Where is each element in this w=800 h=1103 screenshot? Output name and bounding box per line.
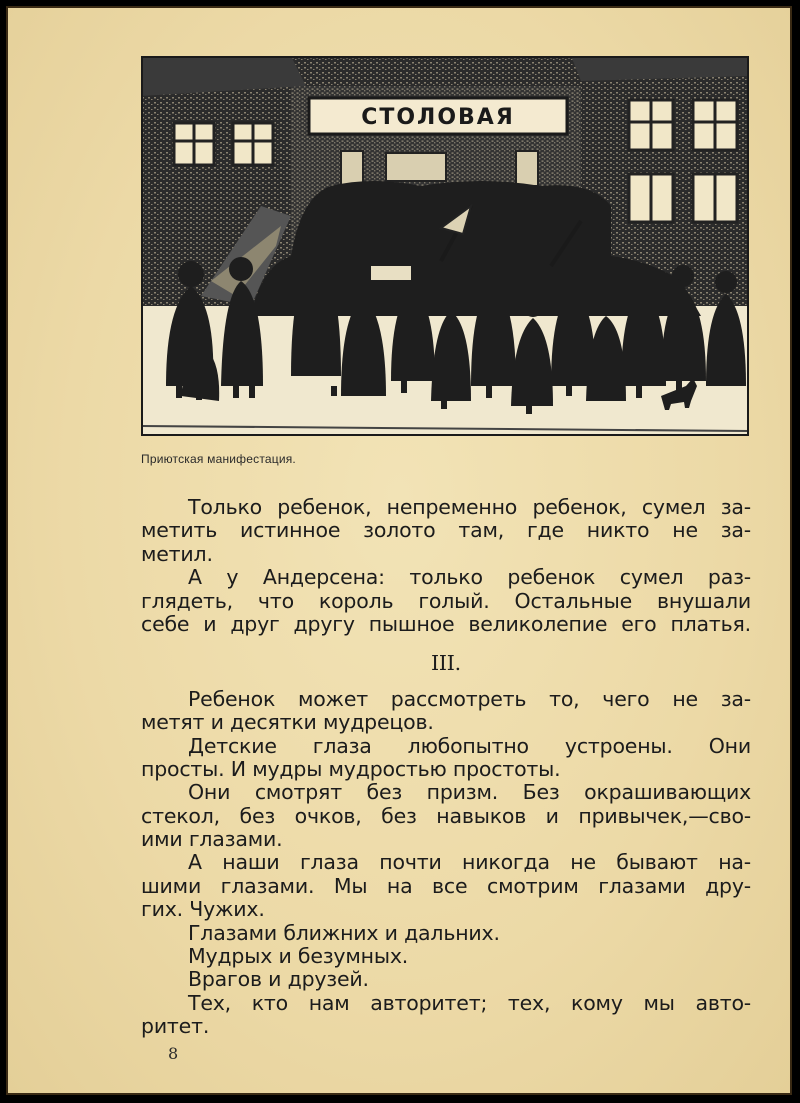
text-line: метят и десятки мудрецов. bbox=[141, 710, 434, 735]
text-line: просты. И мудры мудростью простоты. bbox=[141, 756, 561, 781]
paragraph-6 bbox=[141, 851, 751, 921]
paragraph-3 bbox=[141, 688, 751, 735]
canteen-crowd-image bbox=[141, 56, 749, 436]
canteen-sign: СТОЛОВАЯ bbox=[361, 105, 515, 130]
book-page bbox=[6, 6, 792, 1095]
text-line: гих. Чужих. bbox=[141, 897, 265, 922]
text-line: А наши глаза почти никогда не бывают на- bbox=[188, 850, 751, 875]
text-line: Мудрых и безумных. bbox=[188, 944, 409, 969]
text-line: Врагов и друзей. bbox=[188, 967, 369, 992]
paragraph-5 bbox=[141, 781, 751, 851]
paragraph-8 bbox=[141, 945, 751, 968]
text-line: Только ребенок, непременно ребенок, сумел за- bbox=[188, 495, 751, 519]
paragraph-10 bbox=[141, 992, 751, 1039]
text-line: метил. bbox=[141, 541, 213, 566]
text-line: Детские глаза любопытно устроены. Они bbox=[188, 733, 751, 758]
text-line: глядеть, что король голый. Остальные внушали bbox=[141, 588, 751, 613]
woodcut-illustration bbox=[141, 56, 749, 436]
text-line: метить истинное золото там, где никто не за- bbox=[141, 518, 751, 543]
text-line: Тех, кто нам авторитет; тех, кому мы авто- bbox=[188, 990, 751, 1015]
text-line: ритет. bbox=[141, 1014, 210, 1039]
paragraph-9 bbox=[141, 968, 751, 991]
section-heading: III. bbox=[430, 651, 461, 676]
text-line: стекол, без очков, без навыков и привычек,—сво- bbox=[141, 803, 751, 828]
paragraph-7 bbox=[141, 922, 751, 945]
paragraph-1 bbox=[141, 496, 751, 566]
illustration-caption: Приютская манифестация. bbox=[141, 452, 296, 466]
text-line: Они смотрят без призм. Без окрашивающих bbox=[188, 780, 751, 805]
text-line: шими глазами. Мы на все смотрим глазами дру- bbox=[141, 873, 751, 898]
paragraph-4 bbox=[141, 735, 751, 782]
page-number: 8 bbox=[168, 1044, 179, 1063]
paragraph-2 bbox=[141, 566, 751, 636]
text-line: А у Андерсена: только ребенок сумел раз- bbox=[188, 565, 751, 590]
body-text bbox=[141, 496, 751, 1039]
text-line: Глазами ближних и дальних. bbox=[188, 920, 500, 945]
text-line: Ребенок может рассмотреть то, чего не за- bbox=[188, 686, 751, 711]
text-line: ими глазами. bbox=[141, 827, 283, 852]
text-line: себе и друг другу пышное великолепие его платья. bbox=[141, 611, 751, 636]
